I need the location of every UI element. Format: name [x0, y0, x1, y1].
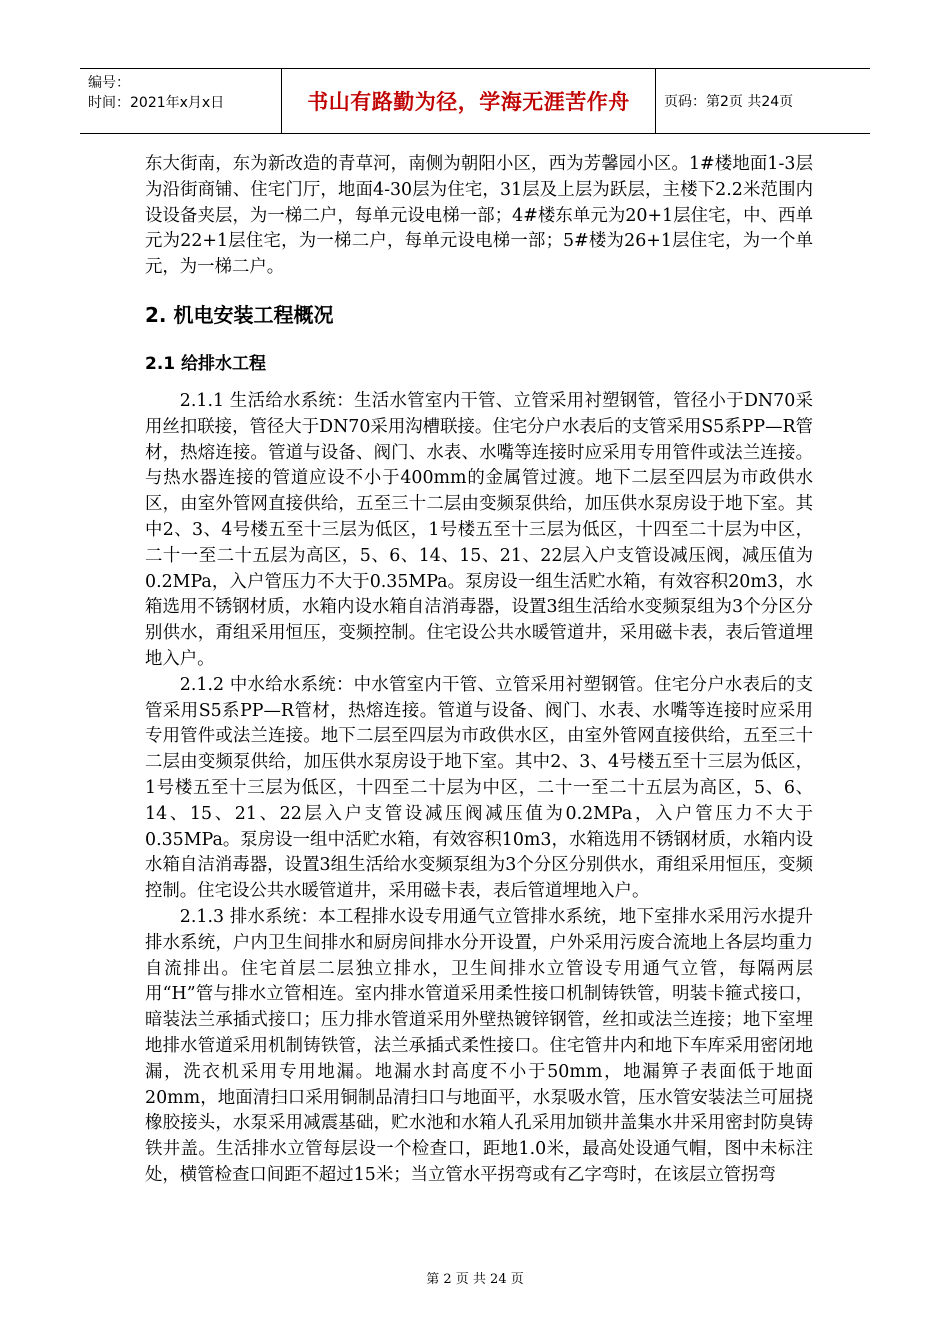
- header-meta: [80, 69, 282, 133]
- header-motto: 书山有路勤为径，学海无涯苦作舟: [282, 69, 656, 133]
- section-heading: 2. 机电安装工程概况: [145, 302, 334, 327]
- intro-paragraph: 东大街南，东为新改造的青草河，南侧为朝阳小区，西为芳馨园小区。1#楼地面1-3层为沿街商铺、住宅门厅，地面4-30层为住宅，31层及上层为跃层，主楼下2.2米范围内设设备夹层，为一梯二户，每单元设电梯一部；4#楼东单元为20+1层住宅，中、西单元为22+1层住宅，为一梯二户，每单元设电梯一部；5#楼为26+1层住宅，为一个单元，为一梯二户。: [145, 154, 813, 278]
- page-footer: 第 2 页 共 24 页: [426, 1272, 524, 1287]
- subsection-heading: 2.1 给排水工程: [145, 353, 267, 374]
- paragraph-2-1-3: 2.1.3 排水系统：本工程排水设专用通气立管排水系统，地下室排水采用污水提升排水系统，户内卫生间排水和厨房间排水分开设置，户外采用污废合流地上各层均重力自流排出。住宅首层二层独立排水，卫生间排水立管设专用通气立管，每隔两层用“H”管与排水立管相连。室内排水管道采用柔性接口机制铸铁管，明装卡箍式接口，暗装法兰承插式接口；压力排水管道采用外壁热镀锌钢管，丝扣或法兰连接；地下室埋地排水管道采用机制铸铁管，法兰承插式柔性接口。住宅管井内和地下车库采用密闭地漏，洗衣机采用专用地漏。地漏水封高度不小于50mm，地漏箅子表面低于地面20mm，地面清扫口采用铜制品清扫口与地面平，水泵吸水管，压水管安装法兰可屈挠橡胶接头，水泵采用减震基础，贮水池和水箱人孔采用加锁井盖集水井采用密封防臭铸铁井盖。生活排水立管每层设一个检查口，距地1.0米，最高处设通气帽，图中未标注处，横管检查口间距不超过15米；当立管水平拐弯或有乙字弯时，在该层立管拐弯: [145, 906, 813, 1185]
- document-date-label: 时间：2021年x月x日: [88, 95, 225, 111]
- document-number-label: 编号：: [88, 75, 130, 91]
- header-page-label: 页码：第2页 共24页: [664, 94, 794, 110]
- document-body: [145, 152, 813, 1189]
- paragraph-2-1-2: 2.1.2 中水给水系统：中水管室内干管、立管采用衬塑钢管。住宅分户水表后的支管采用S5系PP—R管材，热熔连接。管道与设备、阀门、水表、水嘴等连接时应采用专用管件或法兰连接。地下二层至四层为市政供水区，由室外管网直接供给，五至三十二层由变频泵供给，加压供水泵房设于地下室。其中2、3、4号楼五至十三层为低区， 1号楼五至十三层为低区，十四至二十层为中区，二十一至二十五层为高区，5、6、14、15、21、22层入户支管设减压阀减压值为0.2MPa，入户管压力不大于0.35MPa。泵房设一组中活贮水箱，有效容积10m3，水箱选用不锈钢材质，水箱内设水箱自洁消毒器，设置3组生活给水变频泵组为3个分区分别供水，甭组采用恒压，变频控制。住宅设公共水暖管道井，采用磁卡表，表后管道埋地入户。: [145, 674, 813, 902]
- paragraph-2-1-1: 2.1.1 生活给水系统：生活水管室内干管、立管采用衬塑钢管，管径小于DN70采用丝扣联接，管径大于DN70采用沟槽联接。住宅分户水表后的支管采用S5系PP—R管材，热熔连接。管道与设备、阀门、水表、水嘴等连接时应采用专用管件或法兰连接。与热水器连接的管道应设不小于400mm的金属管过渡。地下二层至四层为市政供水区，由室外管网直接供给，五至三十二层由变频泵供给，加压供水泵房设于地下室。其中2、3、4号楼五至十三层为低区，1号楼五至十三层为低区，十四至二十层为中区，二十一至二十五层为高区，5、6、14、15、21、22层入户支管设减压阀，减压值为0.2MPa，入户管压力不大于0.35MPa。泵房设一组生活贮水箱，有效容积20m3，水箱选用不锈钢材质，水箱内设水箱自洁消毒器，设置3组生活给水变频泵组为3个分区分别供水，甭组采用恒压，变频控制。住宅设公共水暖管道井，采用磁卡表，表后管道埋地入户。: [145, 390, 813, 669]
- page-header: [80, 68, 870, 134]
